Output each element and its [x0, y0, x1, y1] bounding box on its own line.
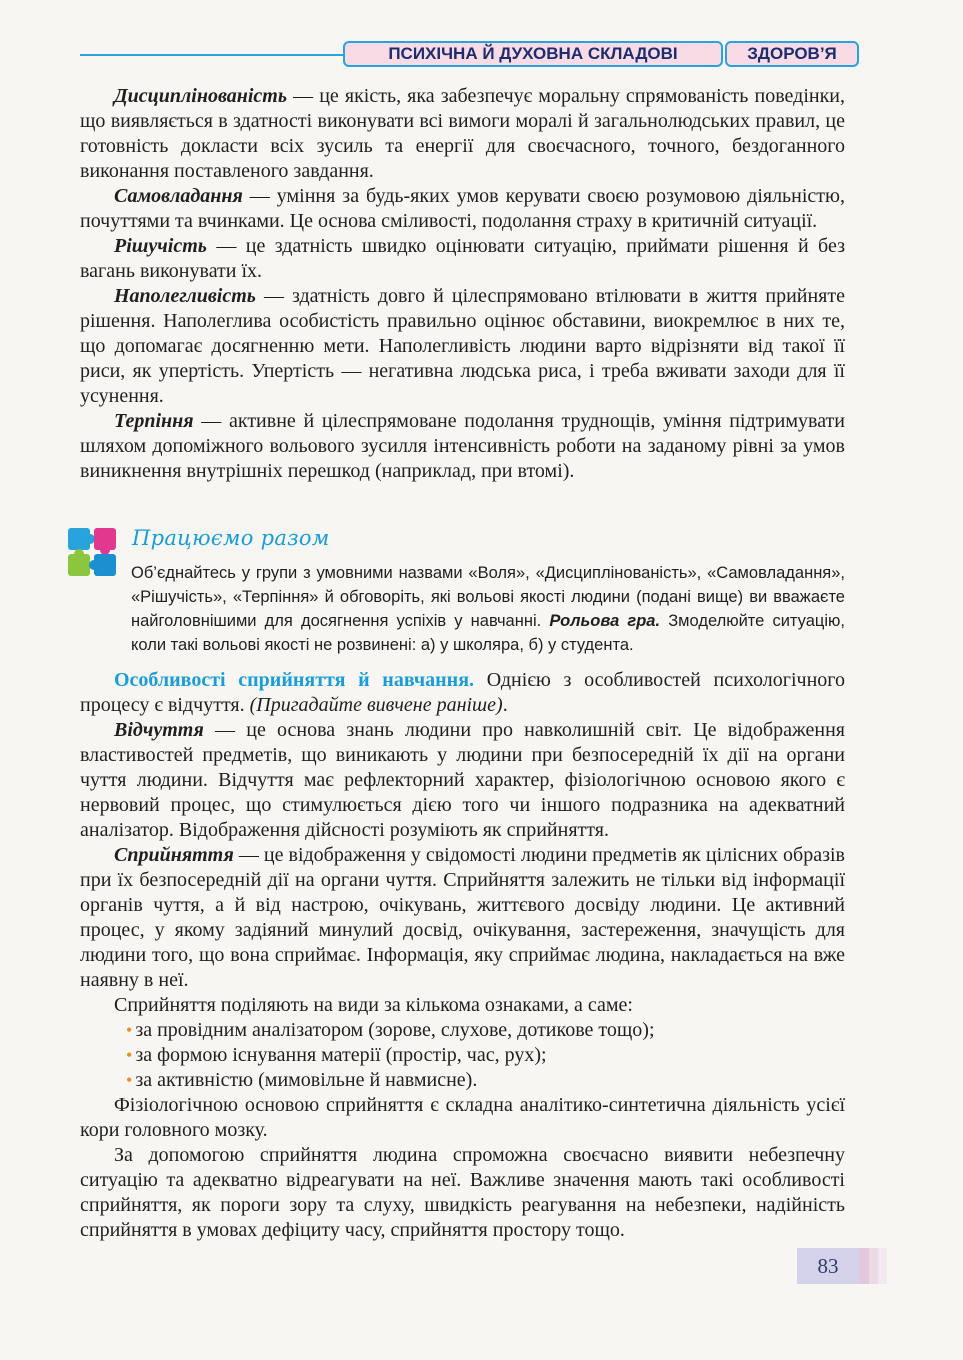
page-number: 83	[797, 1248, 859, 1284]
paragraph-persistence: Наполегливість — здатність довго й цілеспрямовано втілювати в життя прийняте рішення. Наполеглива особистість правильно оцінює обставини, виокремлює в них те, що допомагає досягненню мети. Наполегливість людини варто відрізняти від такої її риси, як упертість. Упертість — негативна людська риса, і треба вживати заходи для її усунення.	[80, 285, 845, 407]
paragraph-patience: Терпіння — активне й цілеспрямоване подолання труднощів, уміння підтримувати шляхом допоміжного вольового зусилля інтенсивність роботи на заданому рівні за умов виникнення внутрішніх перешкод (наприклад, при втомі).	[80, 410, 845, 482]
header-title: ПСИХІЧНА Й ДУХОВНА СКЛАДОВІ	[343, 41, 723, 67]
bullet-icon: •	[126, 1070, 133, 1090]
paragraph-discipline: Дисциплінованість — це якість, яка забезпечує моральну спрямованість поведінки, що виявляється в здатності виконувати всі вимоги моралі й загальнолюдських правил, це готовність докласти всіх зусиль та енергії для своєчасного, точного, бездоганного виконання поставленого завдання.	[80, 85, 845, 182]
list-item: • за формою існування матерії (простір, час, рух);	[126, 1044, 547, 1066]
list-item: • за провідним аналізатором (зорове, слухове, дотикове тощо);	[126, 1019, 655, 1041]
page-number-stripe	[878, 1248, 887, 1284]
header-title-2: ЗДОРОВ’Я	[725, 41, 859, 67]
paragraph-perception-types: Сприйняття поділяють на види за кількома ознаками, а саме:	[114, 994, 633, 1016]
puzzle-icon	[66, 526, 118, 578]
page-number-stripe	[859, 1248, 869, 1284]
paragraph-physiology: Фізіологічною основою сприйняття є складна аналітико-синтетична діяльність усієї кори головного мозку.	[80, 1094, 845, 1141]
work-together-task: Об’єднайтесь у групи з умовними назвами «Воля», «Дисциплінованість», «Самовладання», «Рішучість», «Терпіння» й обговоріть, які вольові якості людини (подані вище) ви вважаєте найголовнішими для досягнення успіхів у навчанні. Рольова гра. Змоделюйте ситуацію, коли такі вольові якості не розвинені: а) у школяра, б) у студента.	[131, 564, 845, 654]
work-together-title: Працюємо разом	[132, 526, 330, 550]
paragraph-perception: Сприйняття — це відображення у свідомості людини предметів як цілісних образів при їх безпосередній дії на органи чуття. Сприйняття залежить не тільки від інформації органів чуття, а й від настрою, очікувань, життєвого досвіду людини. Це активний процес, у якому задіяний минулий досвід, очікування, застереження, значущість для людини того, що вона сприймає. Інформація, яку сприймає людина, накладається на вже наявну в неї.	[80, 844, 845, 991]
volition-definitions	[80, 84, 845, 484]
perception-section	[80, 668, 845, 1243]
bullet-icon: •	[126, 1020, 133, 1040]
header-rule	[80, 54, 346, 56]
paragraph-danger-perception: За допомогою сприйняття людина спроможна своєчасно виявити небезпечну ситуацію та адекватно відреагувати на неї. Важливе значення мають такі особливості сприйняття, як пороги зору та слуху, швидкість реагування на небезпеки, надійність сприйняття в умовах дефіциту часу, сприйняття простору тощо.	[80, 1144, 845, 1241]
paragraph-sensation: Відчуття — це основа знань людини про навколишній світ. Це відображення властивостей предметів, що виникають у людини при безпосередній їх дії на органи чуття людини. Відчуття має рефлекторний характер, фізіологічною основою якого є нервовий процес, що стимулюється дією того чи іншого подразника на адекватний аналізатор. Відображення дійсності розуміють як сприйняття.	[80, 719, 845, 841]
page-number-stripe	[869, 1248, 878, 1284]
list-item: • за активністю (мимовільне й навмисне).	[126, 1069, 478, 1091]
bullet-icon: •	[126, 1045, 133, 1065]
paragraph-self-control: Самовладання — уміння за будь-яких умов керувати своєю розумовою діяльністю, почуттями та вчинками. Це основа сміливості, подолання страху в критичній ситуації.	[80, 185, 845, 232]
section-lead: Особливості сприйняття й навчання. Однією з особливостей психологічного процесу є відчуття. (Пригадайте вивчене раніше).	[80, 669, 846, 716]
paragraph-decisiveness: Рішучість — це здатність швидко оцінювати ситуацію, приймати рішення й без вагань виконувати їх.	[80, 235, 845, 282]
